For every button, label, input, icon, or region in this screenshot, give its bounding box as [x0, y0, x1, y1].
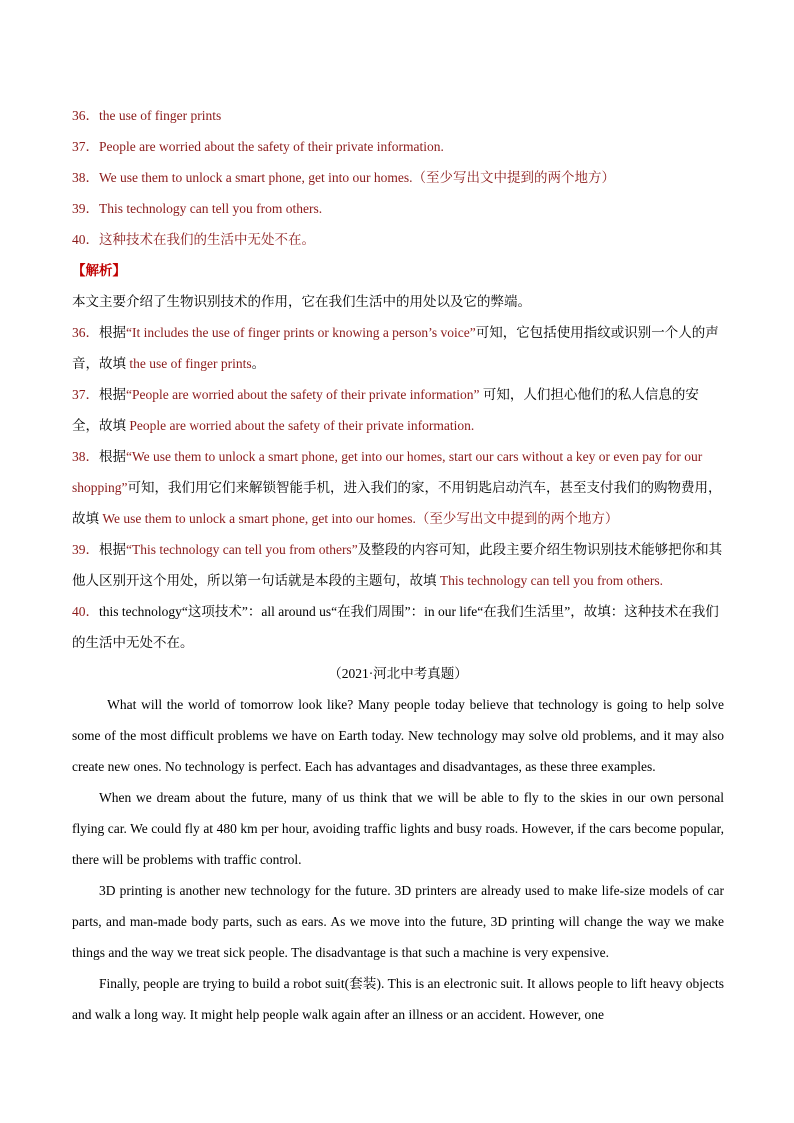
analysis-item-38 [72, 441, 724, 534]
item-number: 40． [72, 604, 99, 619]
item-quote: “It includes the use of finger prints or knowing a person’s voice” [126, 325, 476, 340]
item-answer: People are worried about the safety of their private information. [129, 418, 475, 433]
answer-36: 36．the use of finger prints [72, 108, 222, 123]
item-text: 根据 [99, 449, 126, 464]
item-number: 37． [72, 387, 99, 402]
item-number: 38． [72, 449, 99, 464]
item-answer: We use them to unlock a smart phone, get into our homes. [102, 511, 416, 526]
question-source: （2021·河北中考真题） [328, 666, 468, 681]
item-text: 可知，我们用它们来解锁智能手机，进入我们的家，不用钥匙启动汽车，甚至支付我们的购物费用，故填 [72, 480, 722, 526]
analysis-intro: 本文主要介绍了生物识别技术的作用，它在我们生活中的用处以及它的弊端。 [72, 294, 531, 309]
item-text: 根据 [99, 542, 126, 557]
item-text: 可知，人们担心他们的私人信息的安全，故填 [72, 387, 699, 433]
item-text: 。 [251, 356, 266, 371]
item-answer: the use of finger prints [129, 356, 252, 371]
passage-paragraph-2: When we dream about the future, many of us think that we will be able to fly to the skies in our own personal flying car. We could fly at 480 km per hour, avoiding traffic lights and busy roads. However, if the cars become popular, there will be problems with traffic control. [72, 790, 724, 867]
item-text: 可知，它包括使用指纹或识别一个人的声音，故填 [72, 325, 719, 371]
item-quote: “People are worried about the safety of their private information” [126, 387, 480, 402]
item-text: 根据 [99, 387, 126, 402]
answer-40: 40．这种技术在我们的生活中无处不在。 [72, 232, 315, 247]
item-quote: “We use them to unlock a smart phone, get into our homes, start our cars without a key or even pay for our shopping” [72, 449, 703, 495]
answer-37: 37．People are worried about the safety of their private information. [72, 139, 444, 154]
analysis-label: 【解析】 [72, 263, 126, 278]
answer-39: 39．This technology can tell you from others. [72, 201, 323, 216]
item-text: this technology“这项技术”：all around us“在我们周围”：in our life“在我们生活里”，故填：这种技术在我们的生活中无处不在。 [72, 604, 719, 650]
passage-paragraph-4: Finally, people are trying to build a robot suit(套装). This is an electronic suit. It allows people to lift heavy objects and walk a long way. It might help people walk again after an illness or an accident. However, one [72, 976, 724, 1022]
analysis-item-37 [72, 379, 724, 441]
item-number: 39． [72, 542, 99, 557]
document-page [72, 100, 724, 1030]
item-text: 根据 [99, 325, 126, 340]
analysis-item-36 [72, 317, 724, 379]
passage-paragraph-1: What will the world of tomorrow look like? Many people today believe that technology is going to help solve some of the most difficult problems we have on Earth today. New technology may solve old problems, and it may also create new ones. No technology is perfect. Each has advantages and disadvantages, as these three examples. [72, 697, 724, 774]
item-text: 及整段的内容可知，此段主要介绍生物识别技术能够把你和其他人区别开这个用处，所以第一句话就是本段的主题句，故填 [72, 542, 723, 588]
answer-38: 38．We use them to unlock a smart phone, get into our homes.（至少写出文中提到的两个地方） [72, 170, 615, 185]
item-text: （至少写出文中提到的两个地方） [415, 511, 619, 526]
item-answer: This technology can tell you from others. [439, 573, 663, 588]
item-quote: “This technology can tell you from others” [126, 542, 358, 557]
passage-paragraph-3: 3D printing is another new technology for the future. 3D printers are already used to make life-size models of car parts, and man-made body parts, such as ears. As we move into the future, 3D printing will change the way we make things and the way we treat sick people. The disadvantage is that such a machine is very expensive. [72, 883, 724, 960]
analysis-item-40 [72, 596, 724, 658]
item-number: 36． [72, 325, 99, 340]
analysis-item-39 [72, 534, 724, 596]
